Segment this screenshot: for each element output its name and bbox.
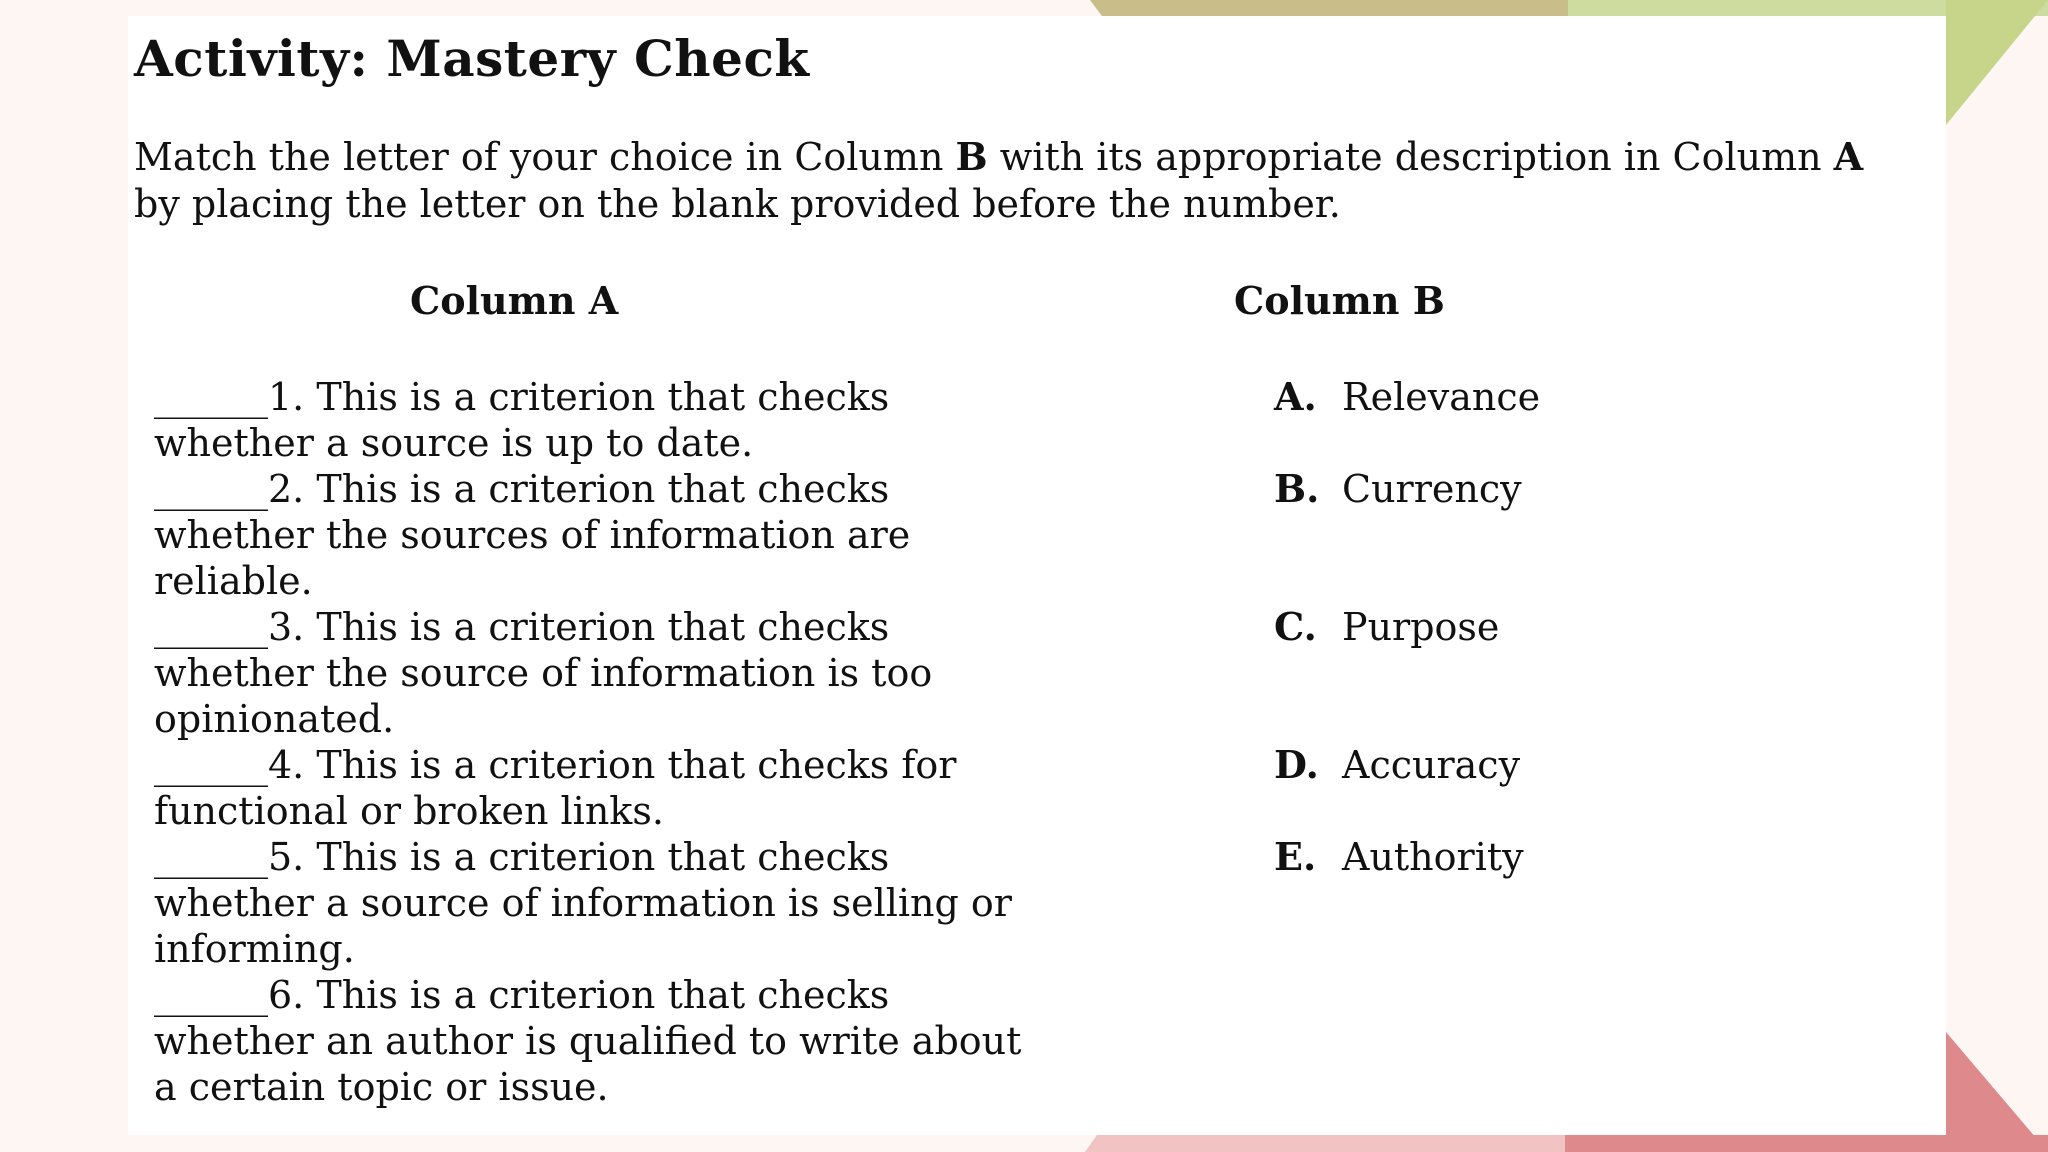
- column-b-heading: Column B: [1234, 278, 1445, 323]
- column-a-item-6: [154, 972, 1044, 1110]
- column-a-item-2: [154, 466, 1044, 604]
- choice-letter: C.: [1274, 604, 1317, 649]
- column-a-item-5: [154, 834, 1044, 972]
- item-text: This is a criterion that checks whether the source of information is too opinionated.: [154, 605, 933, 741]
- item-text: This is a criterion that checks whether a source of information is selling or informing.: [154, 835, 1012, 971]
- decor-bottom-red-bar: [1565, 1135, 2048, 1152]
- choice-text: Purpose: [1342, 605, 1500, 649]
- choice-letter: A.: [1274, 374, 1317, 419]
- activity-title: Activity: Mastery Check: [134, 29, 810, 88]
- worksheet-card: [128, 16, 1946, 1135]
- answer-blank[interactable]: ______: [154, 605, 268, 649]
- column-a-list: [154, 374, 1044, 1110]
- item-number: 4.: [268, 743, 305, 787]
- column-b-choice-b: [1274, 466, 1522, 512]
- column-a-item-1: [154, 374, 1044, 466]
- choice-letter: D.: [1274, 742, 1319, 787]
- choice-text: Authority: [1342, 835, 1524, 879]
- instructions-text: with its appropriate description in Column: [987, 135, 1834, 179]
- choice-text: Relevance: [1342, 375, 1541, 419]
- decor-top-gold-bar: [1090, 0, 1568, 16]
- column-b-choice-d: [1274, 742, 1520, 788]
- column-b-choice-e: [1274, 834, 1524, 880]
- decor-red-triangle: [1946, 1032, 2048, 1152]
- instructions-bold-a: A: [1833, 134, 1864, 179]
- item-number: 1.: [268, 375, 305, 419]
- answer-blank[interactable]: ______: [154, 467, 268, 511]
- instructions: [134, 133, 1914, 228]
- instructions-text: by placing the letter on the blank provided before the number.: [134, 182, 1341, 226]
- choice-letter: B.: [1274, 466, 1320, 511]
- answer-blank[interactable]: ______: [154, 375, 268, 419]
- item-text: This is a criterion that checks whether the sources of information are reliable.: [154, 467, 911, 603]
- item-number: 2.: [268, 467, 305, 511]
- decor-green-triangle: [1946, 0, 2048, 125]
- answer-blank[interactable]: ______: [154, 973, 268, 1017]
- column-b-choice-a: [1274, 374, 1540, 420]
- item-number: 5.: [268, 835, 305, 879]
- column-a-heading: Column A: [410, 278, 619, 323]
- item-text: This is a criterion that checks for functional or broken links.: [154, 743, 957, 833]
- choice-letter: E.: [1274, 834, 1317, 879]
- answer-blank[interactable]: ______: [154, 835, 268, 879]
- item-text: This is a criterion that checks whether an author is qualified to write about a certain topic or issue.: [154, 973, 1022, 1109]
- answer-blank[interactable]: ______: [154, 743, 268, 787]
- column-a-item-4: [154, 742, 1044, 834]
- item-number: 3.: [268, 605, 305, 649]
- instructions-bold-b: B: [955, 134, 988, 179]
- column-a-item-3: [154, 604, 1044, 742]
- item-number: 6.: [268, 973, 305, 1017]
- decor-bottom-pink-bar: [1085, 1135, 1565, 1152]
- instructions-text: Match the letter of your choice in Column: [134, 135, 956, 179]
- item-text: This is a criterion that checks whether a source is up to date.: [154, 375, 890, 465]
- column-b-choice-c: [1274, 604, 1499, 650]
- choice-text: Currency: [1342, 467, 1522, 511]
- choice-text: Accuracy: [1342, 743, 1521, 787]
